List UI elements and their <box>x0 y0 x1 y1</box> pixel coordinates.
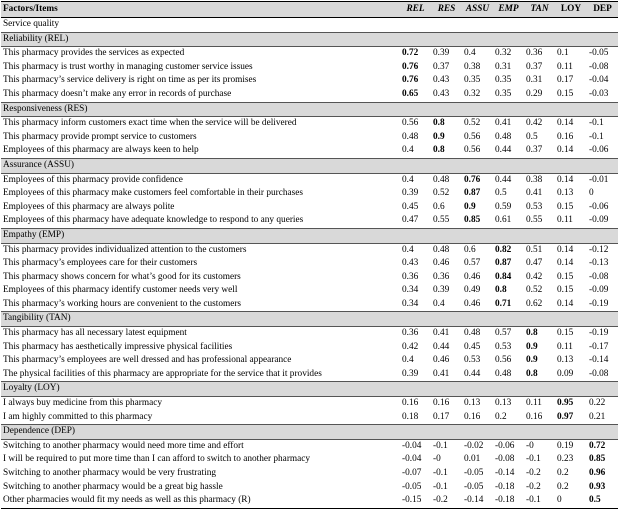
section-header-row <box>1 382 618 397</box>
loading-cell-emp: 0.5 <box>493 187 524 201</box>
table-row <box>1 327 618 341</box>
loading-cell-tan: 0.53 <box>524 201 555 215</box>
loading-cell-rel: 0.39 <box>400 187 431 201</box>
loading-cell-tan: -0.1 <box>524 453 555 467</box>
loading-cell-dep: -0.08 <box>587 368 618 382</box>
section-title: Assurance (ASSU) <box>1 158 618 173</box>
loading-cell-loy: 0.14 <box>555 243 587 257</box>
section-title: Reliability (REL) <box>1 32 618 47</box>
loading-cell-dep: -0.1 <box>587 117 618 131</box>
loading-cell-loy: 0.14 <box>555 144 587 158</box>
loading-cell-tan: 0.37 <box>524 61 555 75</box>
loading-cell-loy: 0.15 <box>555 327 587 341</box>
loading-cell-assu: 0.52 <box>462 117 493 131</box>
loading-cell-rel: 0.34 <box>400 284 431 298</box>
loading-cell-loy: 0.2 <box>555 481 587 495</box>
loading-cell-tan: 0.55 <box>524 214 555 228</box>
loading-cell-assu: 0.46 <box>462 271 493 285</box>
table-row <box>1 214 618 228</box>
loading-cell-loy: 0.15 <box>555 284 587 298</box>
loading-cell-assu: 0.56 <box>462 131 493 145</box>
table-row <box>1 144 618 158</box>
item-label: Other pharmacies would fit my needs as well as this pharmacy (R) <box>1 494 400 508</box>
loading-cell-tan: 0.47 <box>524 257 555 271</box>
loading-cell-tan: 0.42 <box>524 117 555 131</box>
header-tan: TAN <box>530 3 549 14</box>
loading-cell-loy: 0.14 <box>555 117 587 131</box>
table-row <box>1 47 618 61</box>
section-title: Dependence (DEP) <box>1 425 618 440</box>
table-row <box>1 341 618 355</box>
loading-cell-emp: 0.57 <box>493 327 524 341</box>
loading-cell-dep: -0.1 <box>587 131 618 145</box>
section-title: Responsiveness (RES) <box>1 102 618 117</box>
loading-cell-rel: 0.16 <box>400 397 431 411</box>
loading-cell-rel: 0.42 <box>400 341 431 355</box>
loading-cell-rel: 0.45 <box>400 201 431 215</box>
loading-cell-tan: 0.62 <box>524 298 555 312</box>
loading-cell-rel: 0.4 <box>400 354 431 368</box>
loading-cell-dep: -0.14 <box>587 354 618 368</box>
loading-cell-res: 0.6 <box>431 201 462 215</box>
item-label: The physical facilities of this pharmacy are appropriate for the service that it provides <box>1 368 400 382</box>
loading-cell-rel: -0.07 <box>400 467 431 481</box>
loading-cell-tan: 0.52 <box>524 284 555 298</box>
table-header-row <box>1 2 618 18</box>
table-row <box>1 187 618 201</box>
loading-cell-rel: 0.36 <box>400 327 431 341</box>
loading-cell-emp: 0.44 <box>493 173 524 187</box>
loading-cell-rel: 0.72 <box>400 47 431 61</box>
loading-cell-res: 0.8 <box>431 117 462 131</box>
loading-cell-tan: 0.9 <box>524 341 555 355</box>
loading-cell-assu: 0.46 <box>462 298 493 312</box>
loading-cell-emp: 0.56 <box>493 354 524 368</box>
header-assu: ASSU <box>465 3 490 14</box>
loading-cell-rel: 0.4 <box>400 173 431 187</box>
table-row <box>1 354 618 368</box>
loading-cell-res: 0.41 <box>431 368 462 382</box>
loading-cell-dep: -0.06 <box>587 144 618 158</box>
item-label: Switching to another pharmacy would need more time and effort <box>1 439 400 453</box>
loading-cell-res: -0.1 <box>431 481 462 495</box>
item-label: I will be required to put more time than I can afford to switch to another pharmacy <box>1 453 400 467</box>
loading-cell-rel: 0.4 <box>400 144 431 158</box>
loading-cell-loy: 0 <box>555 494 587 508</box>
loading-cell-tan: 0.8 <box>524 327 555 341</box>
item-label: This pharmacy has all necessary latest equipment <box>1 327 400 341</box>
loading-cell-res: -0 <box>431 453 462 467</box>
section-title: Tangibility (TAN) <box>1 312 618 327</box>
item-label: This pharmacy is trust worthy in managing customer service issues <box>1 61 400 75</box>
loading-cell-loy: 0.19 <box>555 439 587 453</box>
loading-cell-emp: -0.06 <box>493 439 524 453</box>
intro-label: Service quality <box>1 18 618 33</box>
table-row <box>1 173 618 187</box>
loading-cell-res: 0.39 <box>431 47 462 61</box>
loading-cell-tan: 0.29 <box>524 88 555 102</box>
loading-cell-loy: 0.15 <box>555 271 587 285</box>
loading-cell-emp: 0.53 <box>493 341 524 355</box>
loading-cell-dep: 0 <box>587 187 618 201</box>
loading-cell-dep: 0.72 <box>587 439 618 453</box>
section-title: Loyalty (LOY) <box>1 382 618 397</box>
loading-cell-dep: -0.12 <box>587 243 618 257</box>
header-factors-items: Factors/Items <box>3 3 58 14</box>
table-row <box>1 243 618 257</box>
loading-cell-assu: 0.87 <box>462 187 493 201</box>
loading-cell-tan: 0.31 <box>524 74 555 88</box>
loading-cell-loy: 0.14 <box>555 173 587 187</box>
loading-cell-dep: -0.08 <box>587 271 618 285</box>
loading-cell-assu: 0.56 <box>462 144 493 158</box>
loading-cell-tan: 0.51 <box>524 243 555 257</box>
table-row <box>1 467 618 481</box>
loading-cell-assu: 0.57 <box>462 257 493 271</box>
loading-cell-loy: 0.11 <box>555 214 587 228</box>
loading-cell-dep: -0.19 <box>587 327 618 341</box>
loading-cell-emp: -0.18 <box>493 494 524 508</box>
loading-cell-emp: 0.71 <box>493 298 524 312</box>
loading-cell-assu: 0.4 <box>462 47 493 61</box>
section-header-row <box>1 102 618 117</box>
loading-cell-assu: 0.35 <box>462 74 493 88</box>
loading-cell-dep: -0.08 <box>587 61 618 75</box>
item-label: Employees of this pharmacy have adequate knowledge to respond to any queries <box>1 214 400 228</box>
loading-cell-tan: -0.2 <box>524 481 555 495</box>
loading-cell-dep: -0.04 <box>587 74 618 88</box>
loading-cell-res: 0.46 <box>431 354 462 368</box>
loading-cell-dep: -0.17 <box>587 341 618 355</box>
intro-row <box>1 18 618 33</box>
item-label: Employees of this pharmacy are always polite <box>1 201 400 215</box>
table-row <box>1 284 618 298</box>
loading-cell-emp: 0.32 <box>493 47 524 61</box>
loading-cell-emp: 0.2 <box>493 411 524 425</box>
loading-cell-emp: 0.44 <box>493 144 524 158</box>
section-header-row <box>1 312 618 327</box>
loading-cell-rel: -0.05 <box>400 481 431 495</box>
loading-cell-emp: 0.31 <box>493 61 524 75</box>
loading-cell-dep: 0.85 <box>587 453 618 467</box>
table-row <box>1 201 618 215</box>
header-emp: EMP <box>498 3 519 14</box>
loading-cell-assu: 0.38 <box>462 61 493 75</box>
loading-cell-loy: 0.97 <box>555 411 587 425</box>
loading-cell-loy: 0.11 <box>555 61 587 75</box>
loading-cell-dep: 0.96 <box>587 467 618 481</box>
loading-cell-tan: 0.16 <box>524 411 555 425</box>
loading-cell-loy: 0.17 <box>555 74 587 88</box>
table-row <box>1 481 618 495</box>
loading-cell-emp: -0.14 <box>493 467 524 481</box>
table-row <box>1 298 618 312</box>
loading-cell-tan: 0.36 <box>524 47 555 61</box>
loading-cell-assu: -0.05 <box>462 467 493 481</box>
loading-cell-dep: -0.05 <box>587 47 618 61</box>
loading-cell-tan: 0.38 <box>524 173 555 187</box>
loading-cell-assu: 0.45 <box>462 341 493 355</box>
loading-cell-loy: 0.2 <box>555 467 587 481</box>
loading-cell-res: 0.44 <box>431 341 462 355</box>
item-label: This pharmacy’s employees are well dressed and has professional appearance <box>1 354 400 368</box>
loading-cell-rel: 0.18 <box>400 411 431 425</box>
loading-cell-tan: 0.11 <box>524 397 555 411</box>
item-label: Employees of this pharmacy identify customer needs very well <box>1 284 400 298</box>
loading-cell-emp: 0.87 <box>493 257 524 271</box>
loading-cell-res: 0.9 <box>431 131 462 145</box>
loading-cell-res: 0.43 <box>431 88 462 102</box>
loading-cell-emp: 0.84 <box>493 271 524 285</box>
loading-cell-res: 0.17 <box>431 411 462 425</box>
loading-cell-dep: 0.21 <box>587 411 618 425</box>
loading-cell-rel: 0.76 <box>400 74 431 88</box>
loading-cell-res: -0.1 <box>431 439 462 453</box>
loading-cell-emp: 0.59 <box>493 201 524 215</box>
table-row <box>1 368 618 382</box>
section-header-row <box>1 32 618 47</box>
loading-cell-assu: 0.6 <box>462 243 493 257</box>
item-label: This pharmacy provide prompt service to customers <box>1 131 400 145</box>
loading-cell-loy: 0.13 <box>555 187 587 201</box>
loading-cell-dep: -0.06 <box>587 201 618 215</box>
loading-cell-tan: 0.8 <box>524 368 555 382</box>
item-label: This pharmacy inform customers exact time when the service will be delivered <box>1 117 400 131</box>
loading-cell-assu: 0.49 <box>462 284 493 298</box>
loading-cell-assu: 0.53 <box>462 354 493 368</box>
loading-cell-assu: 0.13 <box>462 397 493 411</box>
loading-cell-dep: -0.09 <box>587 284 618 298</box>
loading-cell-rel: 0.4 <box>400 243 431 257</box>
item-label: This pharmacy shows concern for what’s good for its customers <box>1 271 400 285</box>
loading-cell-tan: -0.1 <box>524 494 555 508</box>
loading-cell-loy: 0.15 <box>555 201 587 215</box>
header-res: RES <box>437 3 456 14</box>
item-label: This pharmacy provides the services as expected <box>1 47 400 61</box>
loading-cell-emp: -0.08 <box>493 453 524 467</box>
loading-cell-loy: 0.16 <box>555 131 587 145</box>
loading-cell-assu: 0.44 <box>462 368 493 382</box>
item-label: Employees of this pharmacy make customers feel comfortable in their purchases <box>1 187 400 201</box>
loading-cell-rel: 0.34 <box>400 298 431 312</box>
header-loy: LOY <box>560 3 582 14</box>
loading-cell-loy: 0.15 <box>555 88 587 102</box>
loading-cell-loy: 0.95 <box>555 397 587 411</box>
section-header-row <box>1 228 618 243</box>
loading-cell-tan: 0.41 <box>524 187 555 201</box>
loading-cell-rel: 0.48 <box>400 131 431 145</box>
item-label: This pharmacy provides individualized attention to the customers <box>1 243 400 257</box>
table-row <box>1 61 618 75</box>
table-row <box>1 271 618 285</box>
loading-cell-res: 0.43 <box>431 74 462 88</box>
loading-cell-dep: 0.22 <box>587 397 618 411</box>
loading-cell-loy: 0.09 <box>555 368 587 382</box>
item-label: This pharmacy’s service delivery is right on time as per its promises <box>1 74 400 88</box>
loading-cell-res: -0.2 <box>431 494 462 508</box>
loading-cell-loy: 0.13 <box>555 354 587 368</box>
loading-cell-emp: 0.61 <box>493 214 524 228</box>
loading-cell-res: 0.8 <box>431 144 462 158</box>
loading-cell-emp: 0.48 <box>493 131 524 145</box>
loading-cell-res: 0.37 <box>431 61 462 75</box>
loading-cell-tan: 0.9 <box>524 354 555 368</box>
table-row <box>1 74 618 88</box>
loading-cell-dep: -0.09 <box>587 214 618 228</box>
loading-cell-rel: 0.76 <box>400 61 431 75</box>
loading-cell-dep: -0.13 <box>587 257 618 271</box>
loading-cell-rel: -0.04 <box>400 453 431 467</box>
loading-cell-res: -0.1 <box>431 467 462 481</box>
loading-cell-res: 0.16 <box>431 397 462 411</box>
loading-cell-emp: 0.8 <box>493 284 524 298</box>
loading-cell-res: 0.41 <box>431 327 462 341</box>
loading-cell-assu: 0.85 <box>462 214 493 228</box>
item-label: I am highly committed to this pharmacy <box>1 411 400 425</box>
loading-cell-assu: 0.16 <box>462 411 493 425</box>
loading-cell-dep: -0.03 <box>587 88 618 102</box>
loading-cell-emp: 0.35 <box>493 74 524 88</box>
table-row <box>1 411 618 425</box>
loading-cell-res: 0.48 <box>431 173 462 187</box>
header-dep: DEP <box>593 3 612 14</box>
loading-cell-loy: 0.1 <box>555 47 587 61</box>
table-row <box>1 439 618 453</box>
loading-cell-rel: 0.36 <box>400 271 431 285</box>
loading-cell-res: 0.55 <box>431 214 462 228</box>
loading-cell-assu: 0.9 <box>462 201 493 215</box>
loading-cell-emp: 0.35 <box>493 88 524 102</box>
loading-cell-res: 0.36 <box>431 271 462 285</box>
loading-cell-assu: 0.48 <box>462 327 493 341</box>
loading-cell-rel: 0.56 <box>400 117 431 131</box>
item-label: Employees of this pharmacy are always keen to help <box>1 144 400 158</box>
loading-cell-assu: -0.05 <box>462 481 493 495</box>
loading-cell-res: 0.39 <box>431 284 462 298</box>
item-label: This pharmacy’s employees care for their customers <box>1 257 400 271</box>
loading-cell-rel: 0.65 <box>400 88 431 102</box>
header-rel: REL <box>406 3 425 14</box>
table-row <box>1 397 618 411</box>
item-label: This pharmacy has aesthetically impressive physical facilities <box>1 341 400 355</box>
loading-cell-loy: 0.14 <box>555 257 587 271</box>
section-title: Empathy (EMP) <box>1 228 618 243</box>
loading-cell-dep: 0.5 <box>587 494 618 508</box>
loading-cell-tan: 0.42 <box>524 271 555 285</box>
loading-cell-tan: -0 <box>524 439 555 453</box>
loading-cell-rel: 0.47 <box>400 214 431 228</box>
loading-cell-tan: -0.2 <box>524 467 555 481</box>
loading-cell-dep: 0.93 <box>587 481 618 495</box>
table-row <box>1 257 618 271</box>
loading-cell-rel: -0.04 <box>400 439 431 453</box>
loading-cell-res: 0.52 <box>431 187 462 201</box>
loading-cell-emp: 0.41 <box>493 117 524 131</box>
loading-cell-rel: 0.39 <box>400 368 431 382</box>
loading-cell-dep: -0.01 <box>587 173 618 187</box>
loading-cell-res: 0.48 <box>431 243 462 257</box>
loading-cell-rel: 0.43 <box>400 257 431 271</box>
table-row <box>1 88 618 102</box>
loading-cell-rel: -0.15 <box>400 494 431 508</box>
item-label: Employees of this pharmacy provide confidence <box>1 173 400 187</box>
table-row <box>1 494 618 508</box>
table-row <box>1 117 618 131</box>
loading-cell-dep: -0.19 <box>587 298 618 312</box>
section-header-row <box>1 425 618 440</box>
item-label: Switching to another pharmacy would be very frustrating <box>1 467 400 481</box>
loading-cell-res: 0.4 <box>431 298 462 312</box>
loading-cell-loy: 0.23 <box>555 453 587 467</box>
loading-cell-tan: 0.37 <box>524 144 555 158</box>
table-row <box>1 131 618 145</box>
loading-cell-emp: 0.48 <box>493 368 524 382</box>
item-label: This pharmacy doesn’t make any error in records of purchase <box>1 88 400 102</box>
loading-cell-emp: 0.82 <box>493 243 524 257</box>
section-header-row <box>1 158 618 173</box>
loading-cell-loy: 0.11 <box>555 341 587 355</box>
item-label: This pharmacy’s working hours are convenient to the customers <box>1 298 400 312</box>
factor-loadings-table <box>1 1 618 509</box>
loading-cell-assu: -0.14 <box>462 494 493 508</box>
loading-cell-emp: 0.13 <box>493 397 524 411</box>
item-label: I always buy medicine from this pharmacy <box>1 397 400 411</box>
item-label: Switching to another pharmacy would be a great big hassle <box>1 481 400 495</box>
loading-cell-assu: 0.76 <box>462 173 493 187</box>
loading-cell-tan: 0.5 <box>524 131 555 145</box>
loading-cell-assu: 0.01 <box>462 453 493 467</box>
loading-cell-assu: -0.02 <box>462 439 493 453</box>
loading-cell-res: 0.46 <box>431 257 462 271</box>
loading-cell-assu: 0.32 <box>462 88 493 102</box>
table-row <box>1 453 618 467</box>
loading-cell-loy: 0.14 <box>555 298 587 312</box>
loading-cell-emp: -0.18 <box>493 481 524 495</box>
